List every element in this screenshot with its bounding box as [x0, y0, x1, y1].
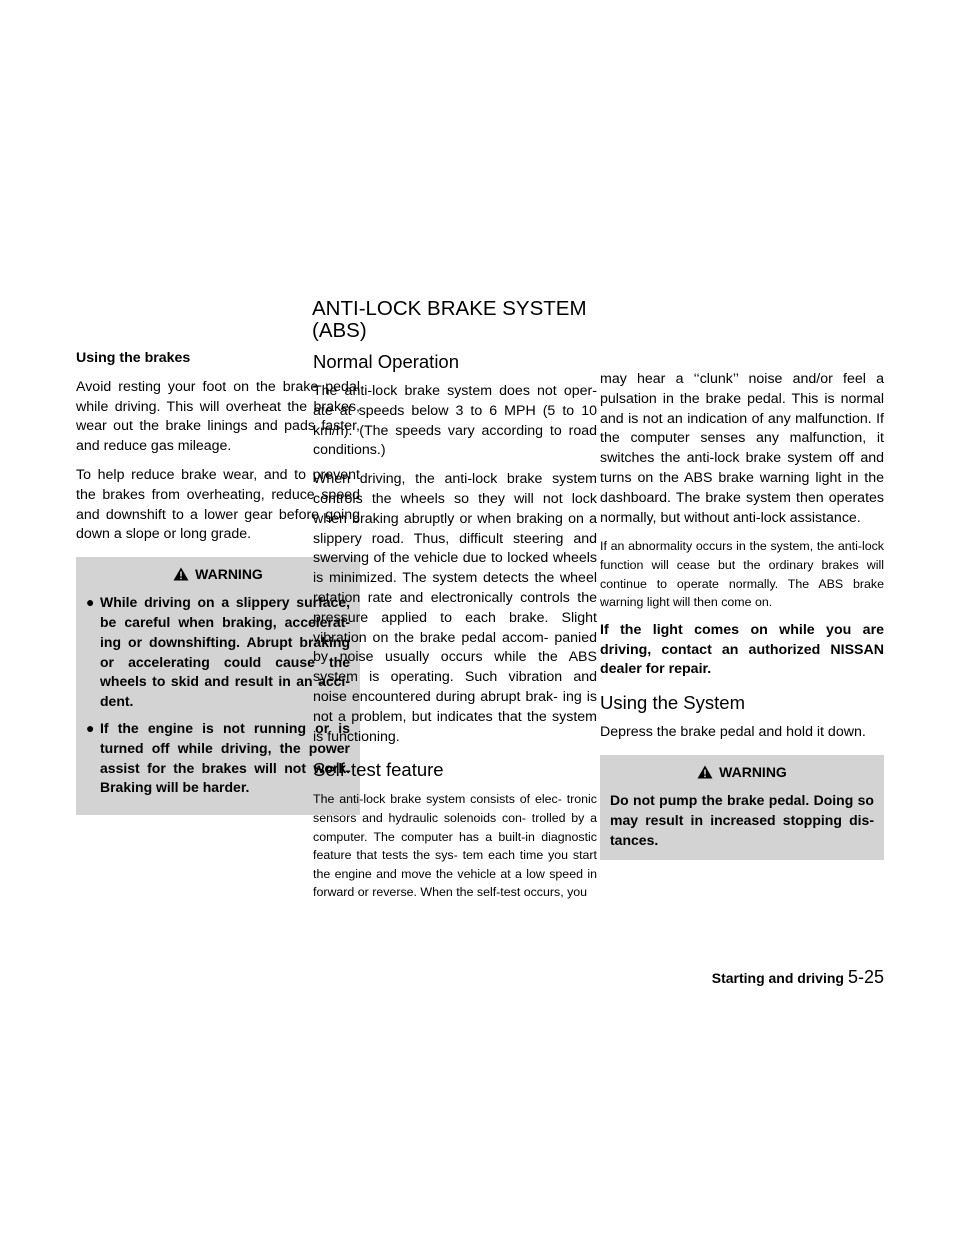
- warning-header: [86, 563, 350, 585]
- paragraph: may hear a ‘‘clunk’’ noise and/or feel a pulsation in the brake pedal. This is normal and is not an indication of any malfunction. If the computer senses any malfunction, it switches the anti-lock brake system off and turns on the ABS brake warning light in the dashboard. The brake system then operates normally, but without anti-lock assistance.: [600, 371, 884, 526]
- paragraph: The anti-lock brake system does not oper- ate at speeds below 3 to 6 MPH (5 to 10 km/h). (The speeds vary according to road conditions.): [313, 383, 597, 459]
- warning-item: [86, 719, 350, 798]
- warning-item: [86, 593, 350, 712]
- paragraph: Depress the brake pedal and hold it down.: [600, 724, 866, 741]
- bullet: ●: [86, 719, 95, 736]
- warning-item-text: While driving on a slippery surface, be careful when braking, accelerat- ing or downshifting. Abrupt braking or accelerating could cause the wheels to skid and result in an acci- dent.: [100, 594, 350, 710]
- paragraph: The anti-lock brake system consists of elec- tronic sensors and hydraulic solenoids con- trolled by a computer. The computer has a built-in diagnostic feature that tests the sys- tem each time you start the engine and move the vehicle at a low speed in forward or reverse. When the self-test occurs, you: [313, 792, 597, 900]
- paragraph: Avoid resting your foot on the brake pedal while driving. This will overheat the brakes, wear out the brake linings and pads faster, and reduce gas mileage.: [76, 378, 360, 455]
- paragraph-bold: If the light comes on while you are driving, contact an authorized NISSAN dealer for repair.: [600, 621, 884, 678]
- heading-using-system: Using the System: [600, 692, 745, 714]
- subheading-using-brakes: Using the brakes: [76, 350, 191, 366]
- warning-box: [600, 755, 884, 860]
- column-right: [600, 370, 884, 860]
- page-footer: [606, 967, 884, 988]
- section-title-line1: ANTI-LOCK BRAKE SYSTEM: [312, 297, 587, 320]
- warning-list: [86, 593, 350, 798]
- warning-text: Do not pump the brake pedal. Doing so may result in increased stopping dis- tances.: [610, 791, 874, 848]
- warning-triangle-icon: [697, 765, 713, 779]
- warning-header: [610, 761, 874, 783]
- section-title: [312, 298, 652, 342]
- warning-label: WARNING: [719, 763, 787, 780]
- heading-self-test: Self-test feature: [313, 759, 444, 781]
- column-middle: [313, 351, 597, 911]
- bullet: ●: [86, 594, 95, 611]
- page-number: 5-25: [847, 967, 884, 987]
- warning-item-text: If the engine is not running or is turned off while driving, the power assist for the brakes will not work. Braking will be harder.: [100, 719, 350, 796]
- paragraph: To help reduce brake wear, and to prevent the brakes from overheating, reduce speed and downshift to a lower gear before going down a slope or long grade.: [76, 466, 360, 543]
- paragraph: When driving, the anti-lock brake system controls the wheels so they will not lock when braking abruptly or when braking on a slippery road. Thus, difficult steering and swerving of the vehicle due to locked wheels is minimized. The system detects the wheel rotation rate and electronically controls the pressure applied to each brake. Slight vibration on the brake pedal accom- panied by noise usually occurs while the ABS system is operating. Such vibration and noise encountered during abrupt brak- ing is not a problem, but indicates that the system is functioning.: [313, 471, 597, 745]
- warning-triangle-icon: [173, 567, 189, 581]
- heading-normal-operation: Normal Operation: [313, 351, 460, 372]
- paragraph: If an abnormality occurs in the system, the anti-lock function will cease but the ordinary brakes will continue to operate normally. The ABS brake warning light will then come on.: [600, 539, 884, 610]
- section-title-line2: (ABS): [312, 319, 367, 342]
- warning-label: WARNING: [195, 566, 263, 583]
- footer-section-name: Starting and driving: [711, 970, 844, 986]
